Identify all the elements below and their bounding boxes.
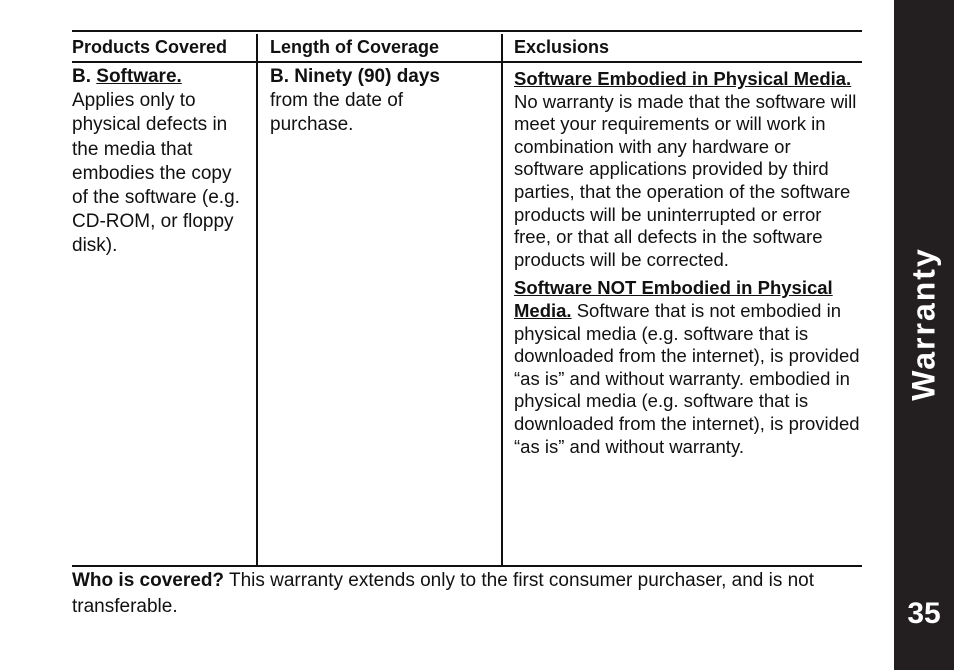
product-title: Software. xyxy=(96,66,182,87)
cell-length-of-coverage xyxy=(258,63,503,565)
header-exclusions: Exclusions xyxy=(514,37,610,57)
cell-products-covered xyxy=(72,63,258,565)
exclusion-text: No warranty is made that the software will meet your requirements or will work in combination with any hardware or software applications provided by third parties, that the operation of the software products will be uninterrupted or error free, or that all defects in the software products will be corrected. xyxy=(514,90,857,270)
coverage-description: from the date of purchase. xyxy=(270,90,404,136)
who-is-covered-paragraph xyxy=(72,568,872,620)
table-header-row xyxy=(72,34,862,63)
exclusion-title: Software Embodied in Physical Media. xyxy=(514,68,852,89)
header-length-of-coverage: Length of Coverage xyxy=(258,34,503,61)
exclusion-title: Software NOT Embodied in Physical Media. xyxy=(514,277,833,321)
cell-exclusions xyxy=(503,63,862,565)
header-products-covered: Products Covered xyxy=(72,34,258,61)
exclusion-text: Software that is not embodied in physical media (e.g. software that is downloaded from the internet), is provided “as is” and without warranty. embodied in physical media (e.g. software that is downloaded from the internet), is provided “as is” and without warranty. xyxy=(514,299,860,457)
warranty-table xyxy=(72,30,862,567)
who-is-covered-text: This warranty extends only to the first consumer purchaser, and is not transferable. xyxy=(72,570,815,617)
page-number: 35 xyxy=(907,597,941,630)
table-row xyxy=(72,63,862,565)
who-is-covered-label: Who is covered? xyxy=(72,570,225,591)
exclusion-non-physical-media xyxy=(514,277,862,458)
product-description: Applies only to physical defects in the media that embodies the copy of the software (e.g. CD-ROM, or floppy disk). xyxy=(72,90,240,257)
section-title: Warranty xyxy=(905,247,942,401)
product-prefix: B. xyxy=(72,66,91,87)
coverage-duration: B. Ninety (90) days xyxy=(270,66,440,87)
exclusion-physical-media xyxy=(514,68,862,271)
